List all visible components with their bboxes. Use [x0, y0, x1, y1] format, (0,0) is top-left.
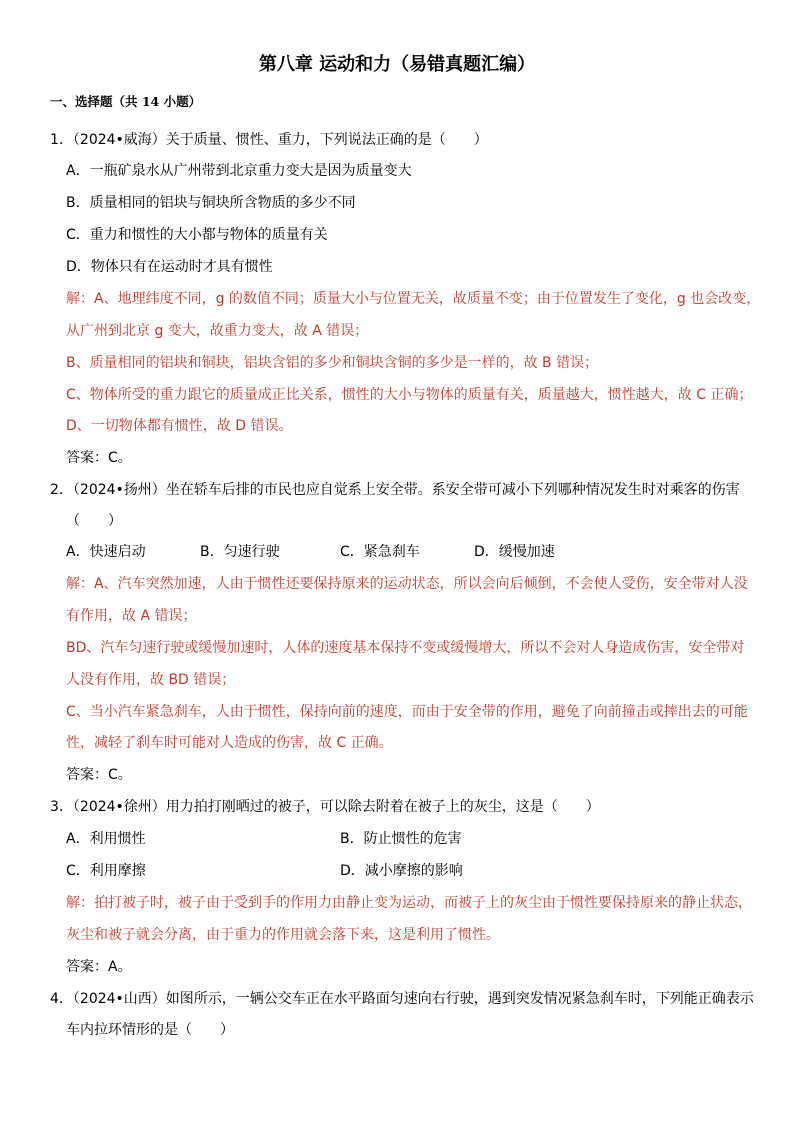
question-2-solution-line: 解：A、汽车突然加速，人由于惯性还要保持原来的运动状态，所以会向后倾倒，不会使人受伤，安全带对人没 [66, 576, 748, 592]
question-2-option-d: D．缓慢加速 [474, 544, 555, 560]
question-2-option-b: B．匀速行驶 [200, 544, 280, 560]
section-heading: 一、选择题（共 14 小题） [50, 94, 202, 109]
question-2-solution-line: BD、汽车匀速行驶或缓慢加速时，人体的速度基本保持不变或缓慢增大，所以不会对人身造成伤害，安全带对 [66, 640, 745, 656]
question-2-solution-line: C、当小汽车紧急刹车，人由于惯性，保持向前的速度，而由于安全带的作用，避免了向前撞击或摔出去的可能 [66, 704, 748, 720]
question-1-option-b: B．质量相同的铝块与铜块所含物质的多少不同 [66, 195, 356, 211]
question-3-stem: 3．（2024•徐州）用力拍打刚晒过的被子，可以除去附着在被子上的灰尘，这是（ ） [50, 799, 600, 815]
question-1-option-c: C．重力和惯性的大小都与物体的质量有关 [66, 227, 328, 243]
question-2-stem: 2．（2024•扬州）坐在轿车后排的市民也应自觉系上安全带。系安全带可减小下列哪种情况发生时对乘客的伤害 [50, 482, 740, 498]
question-1-solution-line: 从广州到北京 g 变大，故重力变大，故 A 错误； [66, 323, 369, 339]
question-3-option-b: B．防止惯性的危害 [340, 831, 462, 847]
question-1-answer: 答案：C。 [66, 450, 132, 466]
question-2-option-c: C．紧急刹车 [340, 544, 420, 560]
question-4-stem-cont: 车内拉环情形的是（ ） [66, 1022, 234, 1038]
question-2-solution-line: 人没有作用，故 BD 错误； [66, 672, 236, 688]
question-1-solution-line: 解：A、地理纬度不同，g 的数值不同；质量大小与位置无关，故质量不变；由于位置发生了变化，g 也会改变， [66, 291, 761, 307]
question-3-option-a: A．利用惯性 [66, 831, 146, 847]
question-1-option-a: A．一瓶矿泉水从广州带到北京重力变大是因为质量变大 [66, 163, 412, 179]
question-3-answer: 答案：A。 [66, 959, 132, 975]
question-2-solution-line: 性，减轻了刹车时可能对人造成的伤害，故 C 正确。 [66, 735, 393, 751]
question-2-answer: 答案：C。 [66, 767, 132, 783]
question-3-option-d: D．减小摩擦的影响 [340, 863, 463, 879]
question-1-solution-line: D、一切物体都有惯性，故 D 错误。 [66, 418, 293, 434]
question-1-stem: 1．（2024•威海）关于质量、惯性、重力，下列说法正确的是（ ） [50, 132, 488, 148]
question-2-stem-cont: （ ） [66, 513, 122, 529]
question-1-solution-line: B、质量相同的铝块和铜块，铝块含铝的多少和铜块含铜的多少是一样的，故 B 错误； [66, 355, 599, 371]
question-4-stem: 4．（2024•山西）如图所示，一辆公交车正在水平路面匀速向右行驶，遇到突发情况紧急刹车时，下列能正确表示 [50, 991, 754, 1007]
question-3-solution-line: 解：拍打被子时，被子由于受到手的作用力由静止变为运动，而被子上的灰尘由于惯性要保持原来的静止状态， [66, 895, 752, 911]
question-2-option-a: A．快速启动 [66, 544, 146, 560]
question-1-solution-line: C、物体所受的重力跟它的质量成正比关系，惯性的大小与物体的质量有关，质量越大，惯性越大，故 C 正确； [66, 387, 753, 403]
question-3-option-c: C．利用摩擦 [66, 863, 146, 879]
question-2-solution-line: 有作用，故 A 错误； [66, 608, 197, 624]
question-1-option-d: D．物体只有在运动时才具有惯性 [66, 259, 273, 275]
question-3-solution-line: 灰尘和被子就会分离，由于重力的作用就会落下来，这是利用了惯性。 [66, 927, 500, 943]
page-title: 第八章 运动和力（易错真题汇编） [258, 54, 536, 75]
